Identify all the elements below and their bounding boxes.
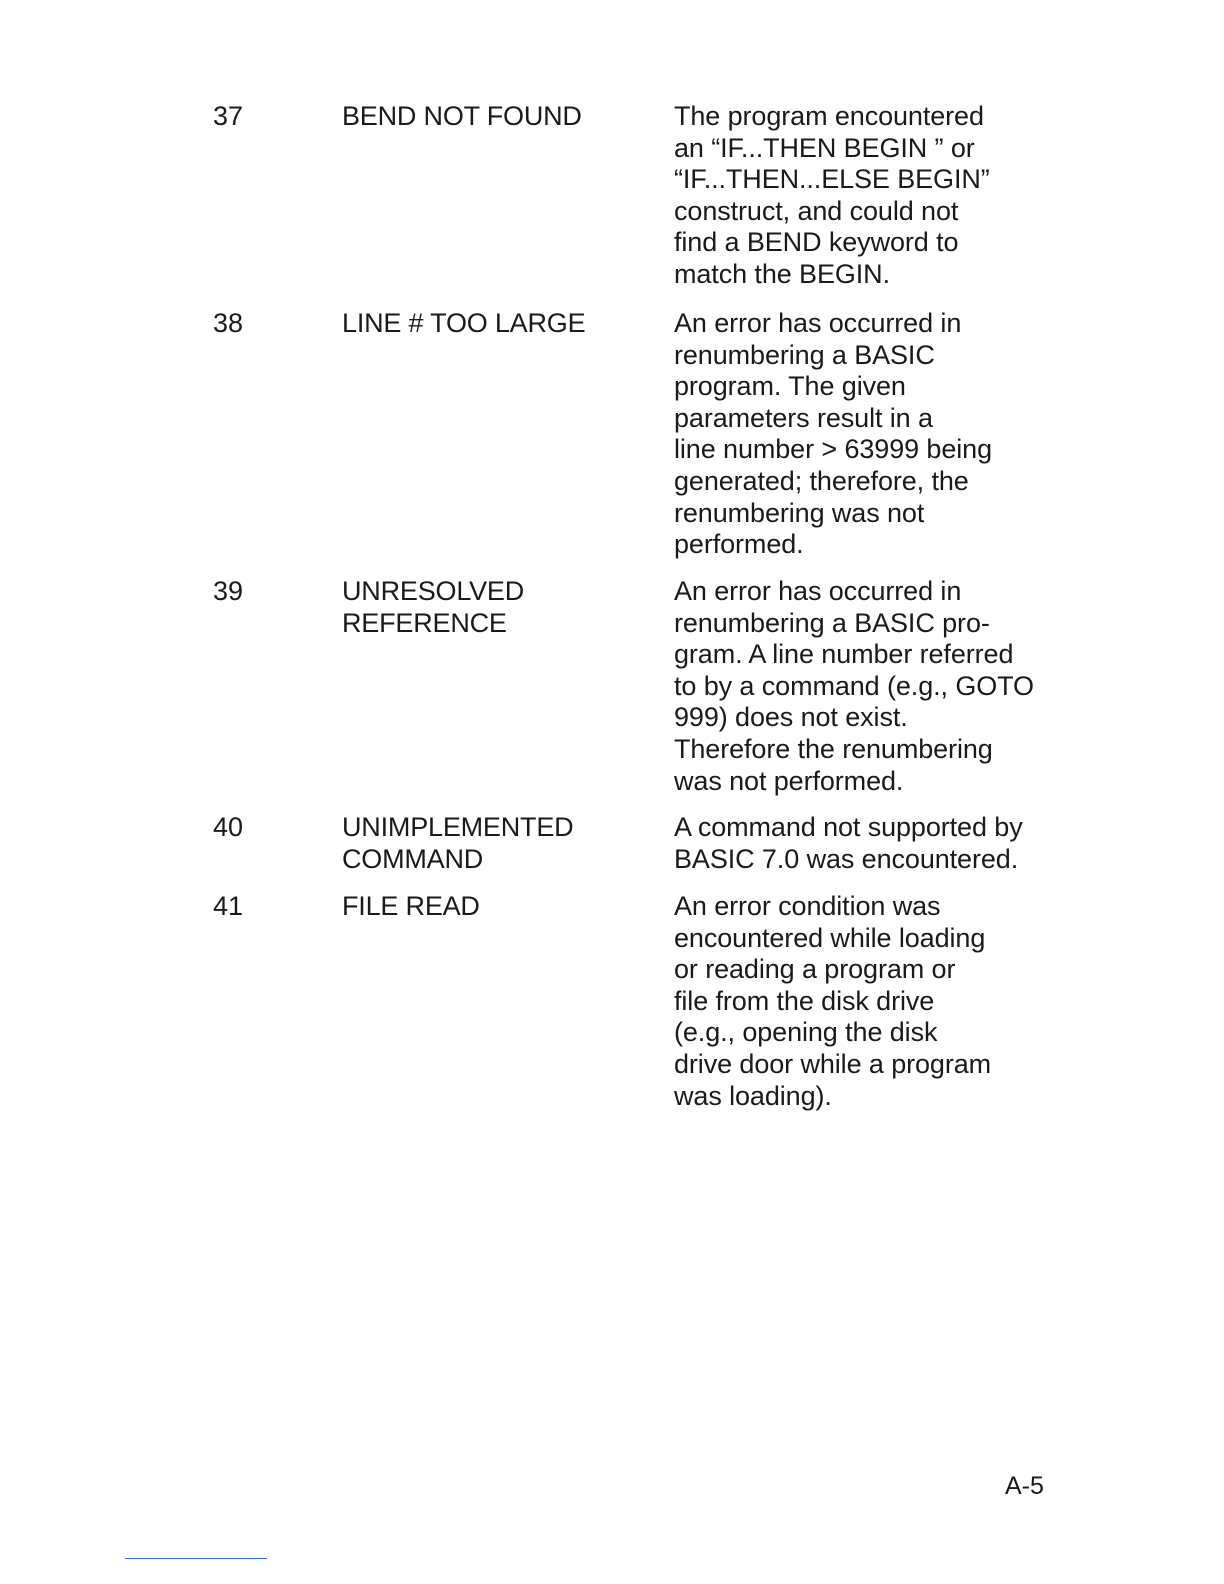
error-description: An error condition was encountered while loading or reading a program or file from the disk drive (e.g., opening the disk drive door while a program was loading). (674, 891, 992, 1111)
scan-edge-rule (125, 1558, 267, 1559)
error-number: 37 (213, 101, 244, 131)
error-name: UNRESOLVED REFERENCE (342, 576, 525, 638)
error-number: 40 (213, 812, 244, 842)
error-name: BEND NOT FOUND (342, 101, 582, 131)
error-name: FILE READ (342, 891, 480, 921)
error-name: UNIMPLEMENTED COMMAND (342, 812, 574, 874)
error-description: A command not supported by BASIC 7.0 was encountered. (674, 812, 1023, 874)
error-name: LINE # TOO LARGE (342, 308, 586, 338)
error-description: An error has occurred in renumbering a BASIC program. The given parameters result in a line number > 63999 being generated; therefore, the renumbering was not performed. (674, 308, 992, 560)
error-description: An error has occurred in renumbering a BASIC pro- gram. A line number referred to by a command (e.g., GOTO 999) does not exist. Therefore the renumbering was not performed. (674, 576, 1034, 796)
error-number: 38 (213, 308, 244, 338)
error-number: 41 (213, 891, 244, 921)
error-number: 39 (213, 576, 244, 606)
error-description: The program encountered an “IF...THEN BEGIN ” or “IF...THEN...ELSE BEGIN” construct, and could not find a BEND keyword to match the BEGIN. (674, 101, 990, 289)
page-number: A-5 (1005, 1472, 1044, 1500)
